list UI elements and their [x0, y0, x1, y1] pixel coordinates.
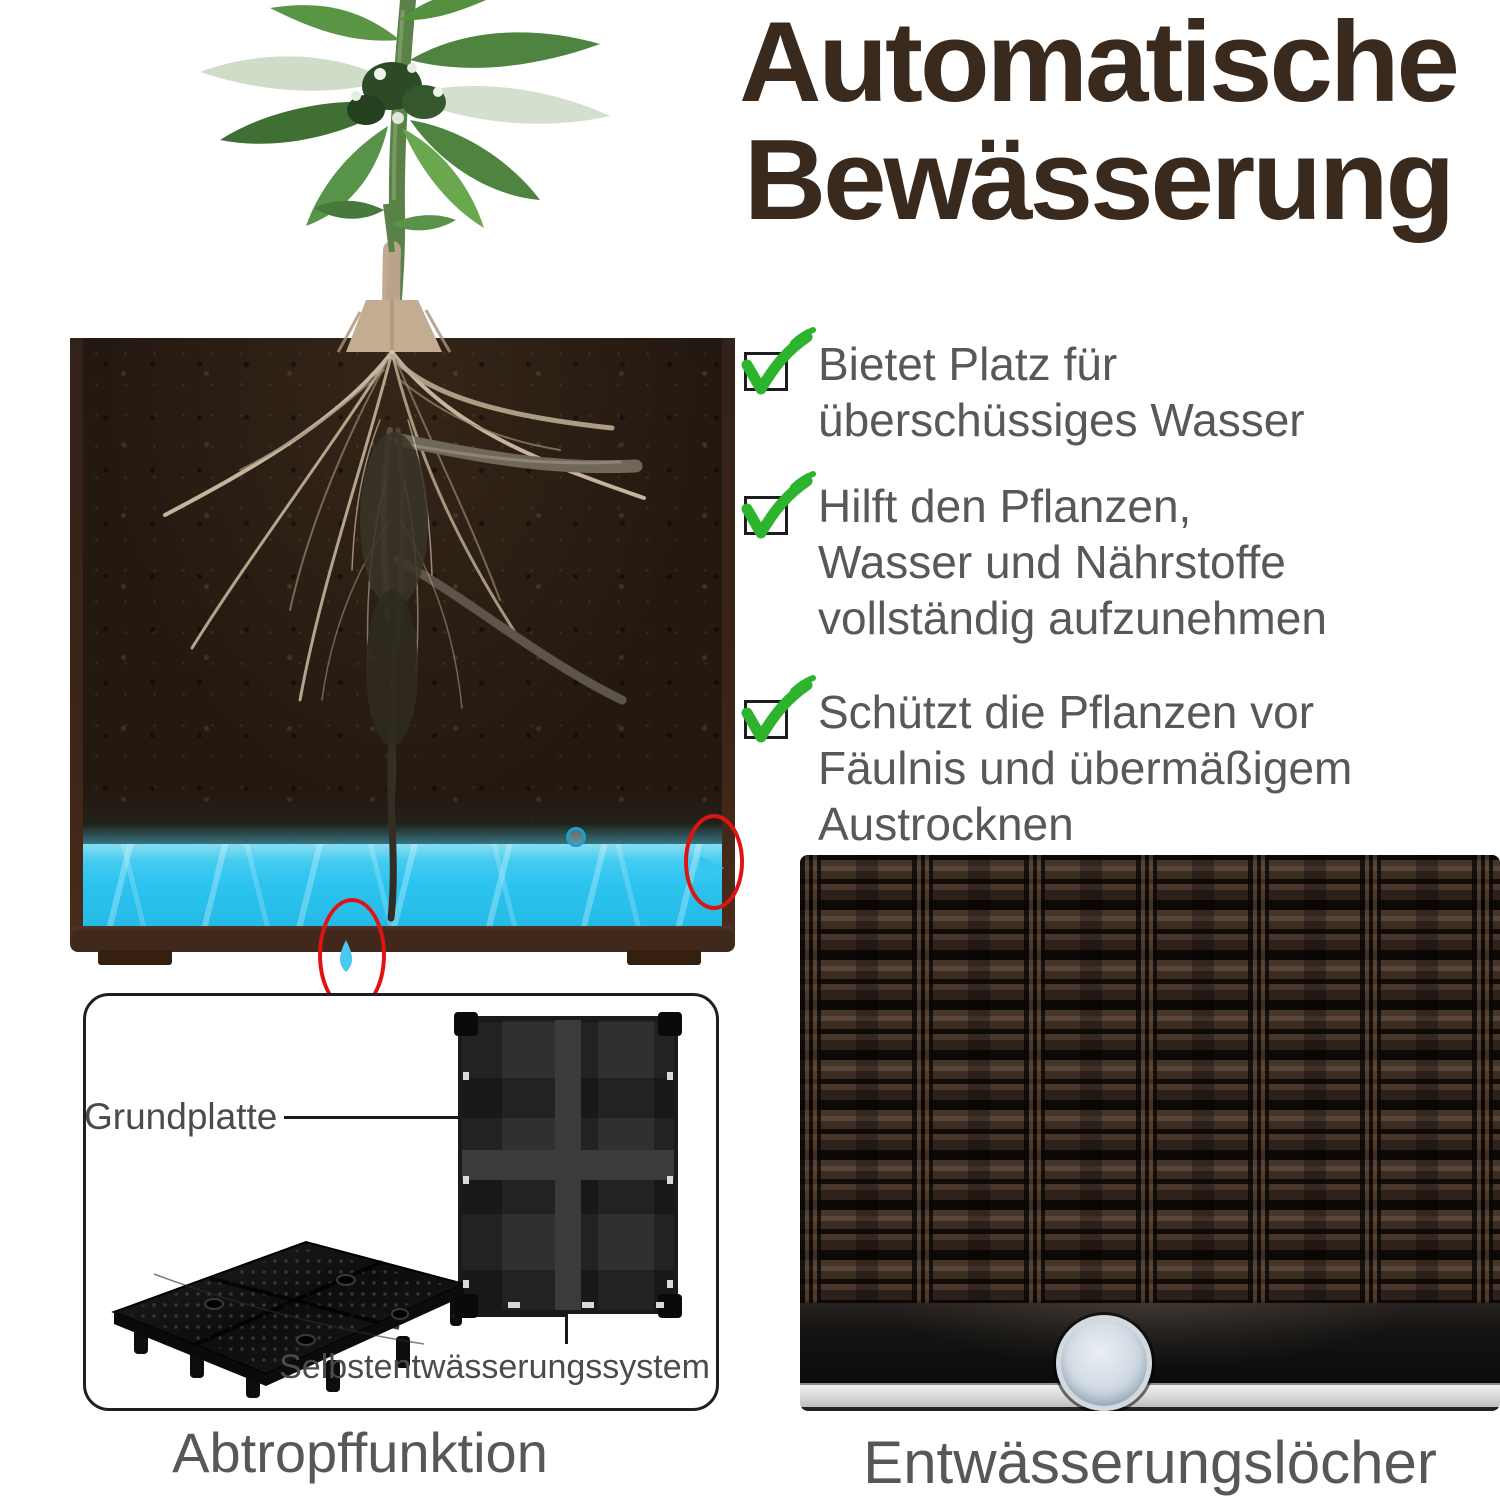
base-plate-image: [458, 1016, 678, 1314]
bullet-text: vollständig aufzunehmen: [818, 592, 1327, 644]
right-caption: Entwässerungslöcher: [863, 1429, 1437, 1496]
drainage-hole-plug: [1056, 1315, 1152, 1411]
aluminum-base-strip: [800, 1383, 1500, 1411]
bullet-item-3: [818, 684, 1352, 852]
bullet-text: Schützt die Pflanzen vor: [818, 686, 1315, 738]
callout-line-self-draining-v: [565, 1314, 568, 1344]
bullet-text: überschüssiges Wasser: [818, 394, 1305, 446]
bullet-text: Fäulnis und übermäßigem: [818, 742, 1353, 794]
bullet-text: Austrocknen: [818, 798, 1074, 850]
bullet-item-2: [818, 478, 1327, 646]
self-draining-label: Selbstentwässerungssystem: [279, 1348, 710, 1386]
callout-line-base-plate: [284, 1116, 458, 1119]
page-title: [698, 0, 1498, 244]
bullet-item-1: [818, 336, 1305, 448]
red-highlight-ellipse-right: [684, 814, 744, 910]
rattan-weave-texture: [800, 855, 1500, 1303]
title-line-2: Bewässerung: [743, 117, 1453, 244]
left-caption: Abtropffunktion: [172, 1421, 548, 1484]
rattan-drainage-photo: [800, 855, 1500, 1411]
plant-with-roots-illustration: [0, 0, 760, 980]
title-line-1: Automatische: [739, 0, 1457, 126]
base-plate-label: Grundplatte: [84, 1096, 278, 1137]
drainage-panel: [83, 993, 719, 1411]
bullet-text: Hilft den Pflanzen,: [818, 480, 1192, 532]
bullet-text: Wasser und Nährstoffe: [818, 536, 1286, 588]
bullet-text: Bietet Platz für: [818, 338, 1118, 390]
